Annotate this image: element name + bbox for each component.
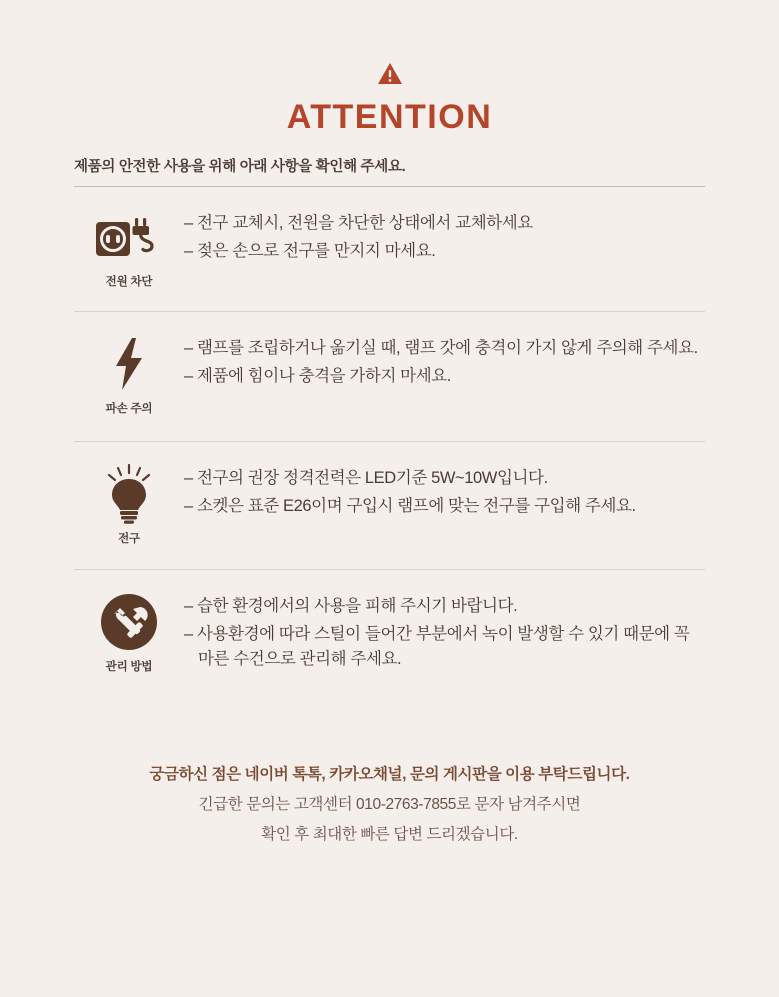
section-text-column bbox=[184, 209, 705, 264]
footer-urgent-contact: 긴급한 문의는 고객센터 010-2763-7855로 문자 남겨주시면 bbox=[198, 796, 581, 813]
section-text-column bbox=[184, 334, 705, 389]
tools-maintenance-icon bbox=[100, 593, 158, 651]
power-outlet-plug-icon bbox=[96, 218, 162, 256]
list-item bbox=[74, 187, 705, 312]
icon-box bbox=[100, 594, 158, 650]
section-line: – 소켓은 표준 E26이며 구입시 램프에 맞는 전구를 구입해 주세요. bbox=[184, 496, 636, 515]
list-item bbox=[74, 312, 705, 442]
section-line: – 습한 환경에서의 사용을 피해 주시기 바랍니다. bbox=[184, 597, 518, 615]
page-subtitle: 제품의 안전한 사용을 위해 아래 사항을 확인해 주세요. bbox=[74, 159, 406, 175]
section-line: – 제품에 힘이나 충격을 가하지 마세요. bbox=[184, 366, 451, 385]
header bbox=[0, 0, 779, 187]
icon-box bbox=[112, 336, 146, 392]
list-item bbox=[74, 442, 705, 570]
warning-triangle-icon bbox=[377, 62, 403, 86]
section-line: – 사용환경에 따라 스틸이 들어간 부분에서 녹이 발생할 수 있기 때문에 꼭 마른 수건으로 관리해 주세요. bbox=[184, 624, 690, 669]
section-icon-column bbox=[74, 592, 184, 674]
plug-shape bbox=[132, 218, 162, 256]
section-text-column bbox=[184, 592, 705, 673]
icon-box bbox=[104, 466, 154, 522]
list-item bbox=[74, 570, 705, 696]
page-title: ATTENTION bbox=[286, 98, 493, 136]
icon-box bbox=[96, 209, 162, 265]
section-label: 파손 주의 bbox=[105, 403, 153, 415]
section-label: 관리 방법 bbox=[105, 661, 153, 673]
subtitle-wrap bbox=[74, 155, 705, 187]
section-icon-column bbox=[74, 334, 184, 416]
section-label: 전구 bbox=[118, 533, 140, 545]
section-line: – 램프를 조립하거나 옮기실 때, 램프 갓에 충격이 가지 않게 주의해 주세요. bbox=[184, 339, 698, 357]
lightning-bolt-icon bbox=[112, 338, 146, 390]
section-label: 전원 차단 bbox=[105, 276, 153, 288]
notice-sections bbox=[74, 187, 705, 696]
section-icon-column bbox=[74, 464, 184, 546]
footer bbox=[0, 762, 779, 844]
section-icon-column bbox=[74, 209, 184, 289]
light-bulb-icon bbox=[104, 464, 154, 524]
section-line: – 전구의 권장 정격전력은 LED기준 5W~10W입니다. bbox=[184, 469, 548, 487]
section-line: – 전구 교체시, 전원을 차단한 상태에서 교체하세요 bbox=[184, 214, 533, 232]
footer-contact-channels: 궁금하신 점은 네이버 톡톡, 카카오채널, 문의 게시판을 이용 부탁드립니다. bbox=[149, 766, 630, 783]
outlet-shape bbox=[96, 222, 130, 256]
footer-reply-note: 확인 후 최대한 빠른 답변 드리겠습니다. bbox=[261, 826, 518, 843]
section-text-column bbox=[184, 464, 705, 519]
section-line: – 젖은 손으로 전구를 만지지 마세요. bbox=[184, 241, 436, 260]
